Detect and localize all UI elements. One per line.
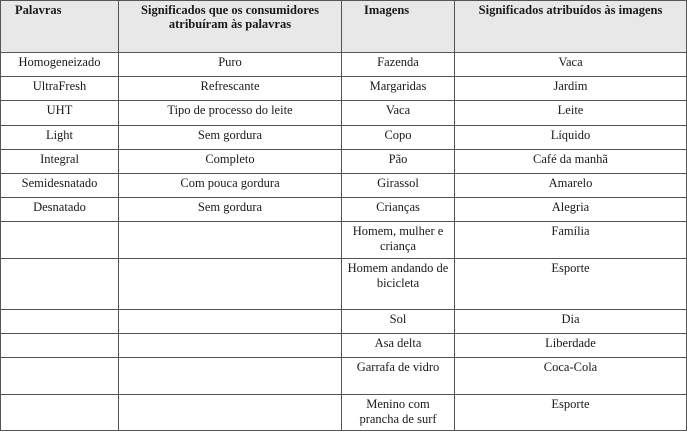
image-cell: Vaca <box>342 101 455 125</box>
image-meaning-cell: Liberdade <box>455 334 687 358</box>
table-row <box>1 334 687 358</box>
table-row <box>1 53 687 77</box>
word-meaning-cell <box>119 358 342 394</box>
image-cell: Copo <box>342 125 455 149</box>
image-meaning-cell: Esporte <box>455 258 687 309</box>
image-meaning-cell: Café da manhã <box>455 149 687 173</box>
image-cell: Fazenda <box>342 53 455 77</box>
image-cell: Margaridas <box>342 77 455 101</box>
table-row <box>1 310 687 334</box>
word-cell: Homogeneizado <box>1 53 119 77</box>
word-cell <box>1 222 119 258</box>
header-words: Palavras <box>1 1 119 53</box>
image-meaning-cell: Vaca <box>455 53 687 77</box>
image-cell: Homem, mulher e criança <box>342 222 455 258</box>
image-cell: Asa delta <box>342 334 455 358</box>
image-meaning-cell: Alegria <box>455 198 687 222</box>
table-row <box>1 77 687 101</box>
word-meaning-cell: Completo <box>119 149 342 173</box>
image-meaning-cell: Líquido <box>455 125 687 149</box>
word-cell: UHT <box>1 101 119 125</box>
word-meaning-cell <box>119 310 342 334</box>
word-cell <box>1 358 119 394</box>
table-row <box>1 198 687 222</box>
word-meaning-cell <box>119 222 342 258</box>
word-cell: Semidesnatado <box>1 173 119 197</box>
header-row <box>1 1 687 53</box>
word-meaning-cell <box>119 334 342 358</box>
word-meaning-cell <box>119 394 342 430</box>
table-row <box>1 149 687 173</box>
word-cell <box>1 394 119 430</box>
word-cell: Integral <box>1 149 119 173</box>
image-meaning-cell: Dia <box>455 310 687 334</box>
word-meaning-cell: Puro <box>119 53 342 77</box>
header-image-meanings: Significados atribuídos às imagens <box>455 1 687 53</box>
table-row <box>1 258 687 309</box>
image-cell: Homem andando de bicicleta <box>342 258 455 309</box>
table-row <box>1 125 687 149</box>
word-cell <box>1 258 119 309</box>
image-meaning-cell: Família <box>455 222 687 258</box>
image-meaning-cell: Jardim <box>455 77 687 101</box>
image-cell: Girassol <box>342 173 455 197</box>
image-cell: Sol <box>342 310 455 334</box>
word-meaning-cell: Tipo de processo do leite <box>119 101 342 125</box>
table-row <box>1 394 687 430</box>
word-cell: Light <box>1 125 119 149</box>
word-meaning-cell: Sem gordura <box>119 125 342 149</box>
word-cell: Desnatado <box>1 198 119 222</box>
table-row <box>1 222 687 258</box>
image-cell: Crianças <box>342 198 455 222</box>
image-cell: Pão <box>342 149 455 173</box>
image-meaning-cell: Amarelo <box>455 173 687 197</box>
header-word-meanings: Significados que os consumidores atribuíram às palavras <box>119 1 342 53</box>
table-row <box>1 173 687 197</box>
word-meaning-cell: Sem gordura <box>119 198 342 222</box>
word-meaning-cell: Refrescante <box>119 77 342 101</box>
word-meaning-cell: Com pouca gordura <box>119 173 342 197</box>
table-row <box>1 101 687 125</box>
image-cell: Menino com prancha de surf <box>342 394 455 430</box>
word-meaning-cell <box>119 258 342 309</box>
table-row <box>1 358 687 394</box>
header-images: Imagens <box>342 1 455 53</box>
image-meaning-cell: Leite <box>455 101 687 125</box>
word-cell: UltraFresh <box>1 77 119 101</box>
image-meaning-cell: Esporte <box>455 394 687 430</box>
word-cell <box>1 310 119 334</box>
image-cell: Garrafa de vidro <box>342 358 455 394</box>
image-meaning-cell: Coca-Cola <box>455 358 687 394</box>
word-cell <box>1 334 119 358</box>
